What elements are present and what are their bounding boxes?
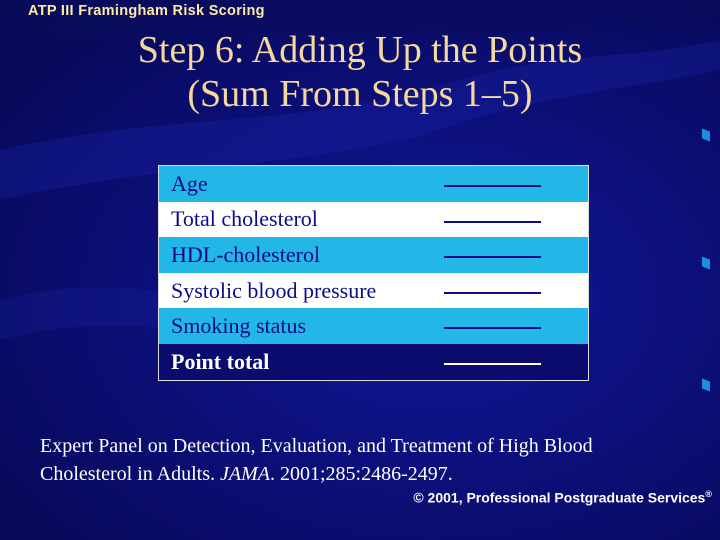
answer-blank-line — [444, 363, 541, 365]
title-line-1: Step 6: Adding Up the Points — [137, 29, 583, 71]
row-label: HDL-cholesterol — [171, 241, 321, 267]
row-label: Smoking status — [171, 313, 307, 339]
table-row — [159, 237, 588, 273]
citation-line-2 — [40, 460, 710, 488]
title-line-2: (Sum From Steps 1–5) — [187, 73, 533, 115]
registered-mark: ® — [705, 489, 712, 499]
slide-title — [0, 28, 720, 116]
table-row — [159, 273, 588, 309]
table-row — [159, 308, 588, 344]
row-label: Total cholesterol — [171, 206, 318, 232]
citation-text: Cholesterol in Adults. — [40, 463, 220, 485]
citation-line-1: Expert Panel on Detection, Evaluation, and Treatment of High Blood — [40, 435, 593, 457]
copyright-notice — [413, 489, 712, 506]
answer-blank-line — [444, 256, 541, 258]
points-table — [158, 165, 589, 381]
table-row-total — [159, 344, 588, 380]
row-label: Age — [171, 170, 208, 196]
slide-header: ATP III Framingham Risk Scoring — [28, 3, 265, 19]
copyright-text: © 2001, Professional Postgraduate Services — [413, 489, 706, 506]
answer-blank-line — [444, 292, 541, 294]
citation — [40, 432, 710, 488]
citation-journal: JAMA — [220, 463, 270, 485]
citation-details: . 2001;285:2486-2497. — [269, 463, 453, 485]
row-label: Systolic blood pressure — [171, 277, 377, 303]
row-label: Point total — [171, 348, 270, 374]
answer-blank-line — [444, 221, 541, 223]
table-row — [159, 166, 588, 202]
table-row — [159, 202, 588, 238]
answer-blank-line — [444, 327, 541, 329]
answer-blank-line — [444, 185, 541, 187]
